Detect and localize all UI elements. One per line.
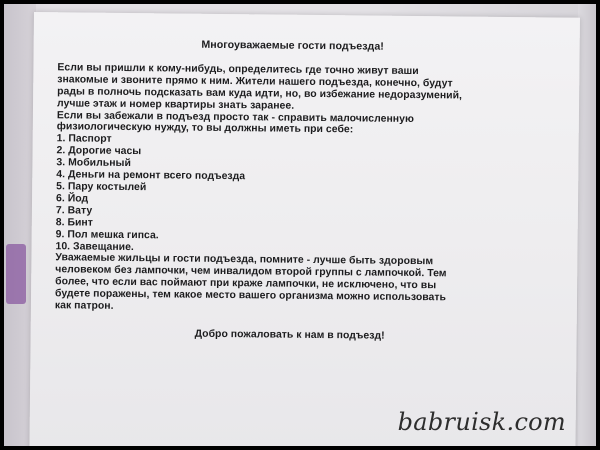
notice-title: Многоуважаемые гости подъезда! bbox=[201, 38, 384, 53]
notice-content bbox=[55, 38, 558, 344]
text-line: лучше этаж и номер квартиры знать заранее. bbox=[56, 97, 295, 112]
notice-paper bbox=[29, 12, 580, 446]
list-item: 4. Деньги на ремонт всего подъезда bbox=[56, 169, 246, 183]
text-line: Если вы забежали в подъезд просто так - справить малочисленную bbox=[56, 109, 414, 125]
text-line: знакомые и звоните прямо к ним. Жители нашего подъезда, конечно, будут bbox=[57, 74, 453, 90]
notice-paragraph-2 bbox=[55, 253, 556, 318]
notice-closing: Добро пожаловать к нам в подъезд! bbox=[194, 328, 385, 342]
wall-right bbox=[578, 4, 596, 446]
watermark: babruisk.com bbox=[397, 408, 566, 436]
photo bbox=[4, 4, 596, 446]
list-item: 7. Вату bbox=[55, 205, 93, 217]
list-item: 3. Мобильный bbox=[56, 157, 131, 170]
list-item: 10. Завещание. bbox=[55, 240, 134, 253]
purple-mark bbox=[6, 244, 26, 304]
required-items-list bbox=[55, 134, 556, 258]
notice-paragraph-1 bbox=[57, 62, 558, 139]
text-line: более, что если вас поймают при краже лампочки, не исключено, что вы bbox=[55, 276, 437, 292]
text-line: Уважаемые жильцы и гости подъезда, помните - лучше быть здоровым bbox=[55, 252, 434, 268]
text-line: Если вы пришли к кому-нибудь, определитесь где точно живут ваши bbox=[57, 62, 419, 77]
text-line: рады в полночь подсказать вам куда идти, но, во избежание недоразумений, bbox=[57, 85, 463, 102]
text-line: будете поражены, тем какое место вашего организма можно использовать bbox=[54, 288, 447, 304]
list-item: 5. Пару костылей bbox=[56, 181, 147, 194]
list-item: 2. Дорогие часы bbox=[56, 145, 142, 158]
list-item: 1. Паспорт bbox=[56, 133, 112, 146]
list-item: 8. Бинт bbox=[55, 216, 93, 229]
text-line: физиологическую нужду, то вы должны иметь при себе: bbox=[56, 121, 354, 136]
text-line: человеком без лампочки, чем инвалидом второй группы с лампочкой. Тем bbox=[55, 264, 447, 280]
list-item: 6. Йод bbox=[55, 193, 89, 205]
list-item: 9. Пол мешка гипса. bbox=[55, 228, 159, 241]
text-line: как патрон. bbox=[54, 300, 114, 312]
